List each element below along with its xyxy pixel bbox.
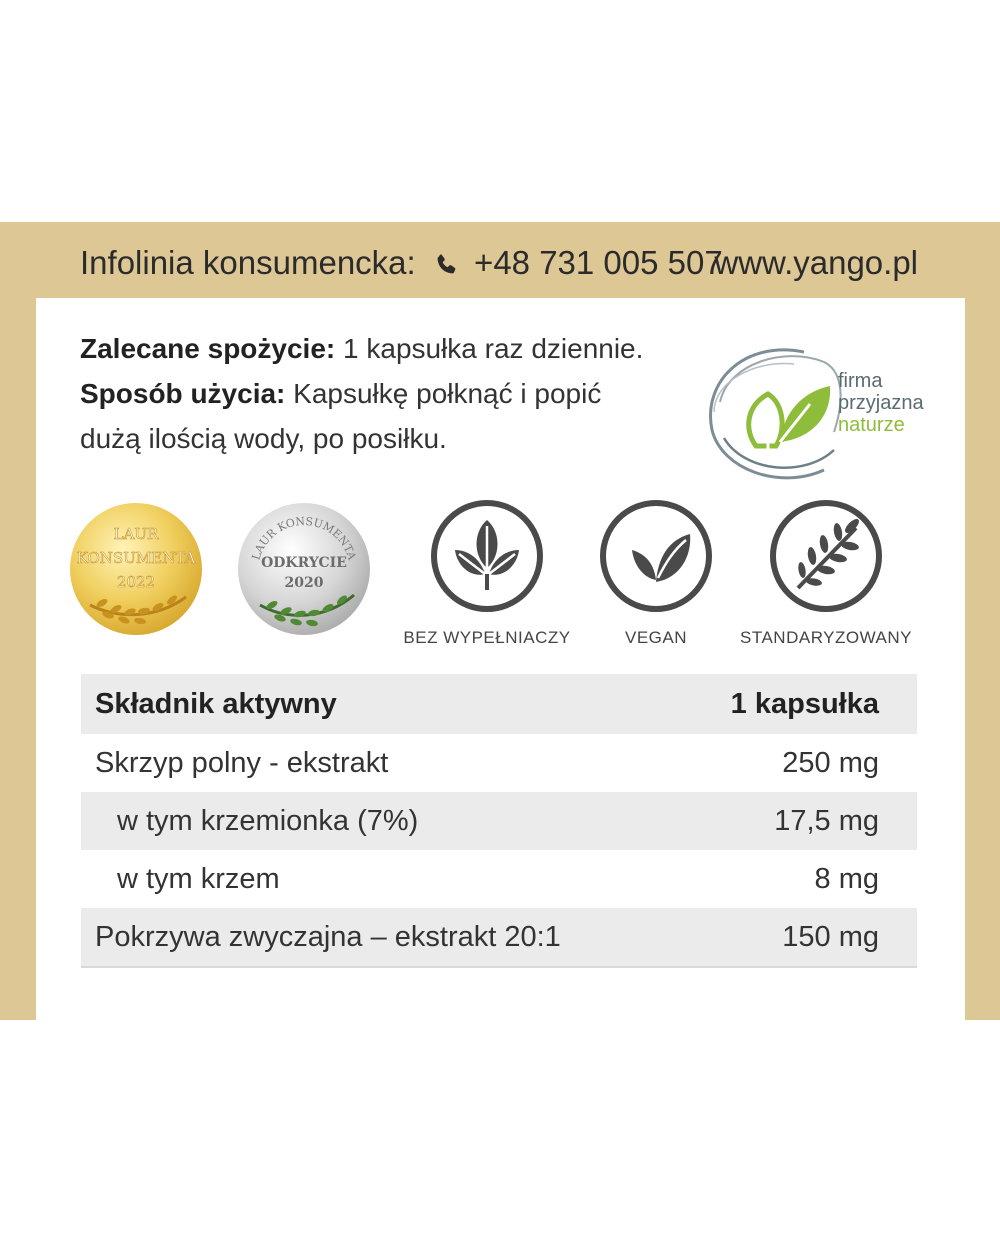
ingredient-amount: 17,5 mg xyxy=(676,792,917,850)
website-link: www.yango.pl xyxy=(714,244,918,281)
column-header-amount: 1 kapsułka xyxy=(676,674,917,734)
table-row xyxy=(81,850,917,908)
table-row xyxy=(81,908,917,967)
silver-award-middle: ODKRYCIE xyxy=(261,555,347,571)
eco-line-2: przyjazna xyxy=(838,392,924,414)
gold-award-middle: KONSUMENTA xyxy=(76,549,196,567)
dose-label: Zalecane spożycie: xyxy=(80,333,336,364)
silver-award-top: LAUR KONSUMENTA xyxy=(249,514,359,562)
silver-award-year: 2020 xyxy=(284,575,324,591)
ingredients-table xyxy=(81,674,917,968)
ingredient-amount: 8 mg xyxy=(814,862,879,895)
phone-number: +48 731 005 507 xyxy=(474,244,723,281)
feature-standardized xyxy=(726,498,926,648)
table-row xyxy=(81,734,917,792)
phone-icon xyxy=(433,252,459,278)
ingredient-name: w tym krzemionka (7%) xyxy=(81,792,676,850)
table-row xyxy=(81,792,917,850)
vegan-leaf-icon xyxy=(598,498,714,614)
gold-award-year: 2022 xyxy=(116,573,156,591)
column-header-ingredient: Składnik aktywny xyxy=(81,674,676,734)
infoline-label: Infolinia konsumencka: xyxy=(80,244,416,281)
usage-instructions xyxy=(80,326,660,461)
ingredient-name: w tym krzem xyxy=(117,862,280,895)
dose-text: 1 kapsułka raz dziennie. xyxy=(335,333,644,364)
silver-laurel-award-icon xyxy=(236,501,372,637)
gold-laurel-award-icon xyxy=(68,501,204,637)
content-panel xyxy=(36,298,965,1020)
feature-no-fillers-label: BEZ WYPEŁNIACZY xyxy=(403,628,571,647)
eco-badge-text xyxy=(838,370,924,436)
infoline xyxy=(80,244,723,282)
ingredient-name: Skrzyp polny - ekstrakt xyxy=(95,746,389,779)
label-frame xyxy=(0,222,1000,1020)
gold-award-top: LAUR xyxy=(113,525,159,543)
ingredient-name: Pokrzywa zwyczajna – ekstrakt 20:1 xyxy=(81,908,676,967)
method-text: Kapsułkę połknąć i popić dużą ilością wody, po posiłku. xyxy=(80,378,602,454)
eco-line-1: firma xyxy=(838,370,883,392)
no-fillers-leaves-icon xyxy=(429,498,545,614)
method-line xyxy=(80,371,660,461)
table-header-row xyxy=(81,674,917,734)
method-label: Sposób użycia: xyxy=(80,378,286,409)
standardized-herb-icon xyxy=(768,498,884,614)
contact-bar xyxy=(0,222,1000,298)
dose-line xyxy=(80,326,660,371)
feature-vegan-label: VEGAN xyxy=(624,628,688,647)
eco-line-3: naturze xyxy=(838,414,905,436)
feature-standardized-label: STANDARYZOWANY xyxy=(740,628,912,647)
ingredient-amount: 250 mg xyxy=(782,746,879,779)
ingredient-amount: 150 mg xyxy=(676,908,917,967)
